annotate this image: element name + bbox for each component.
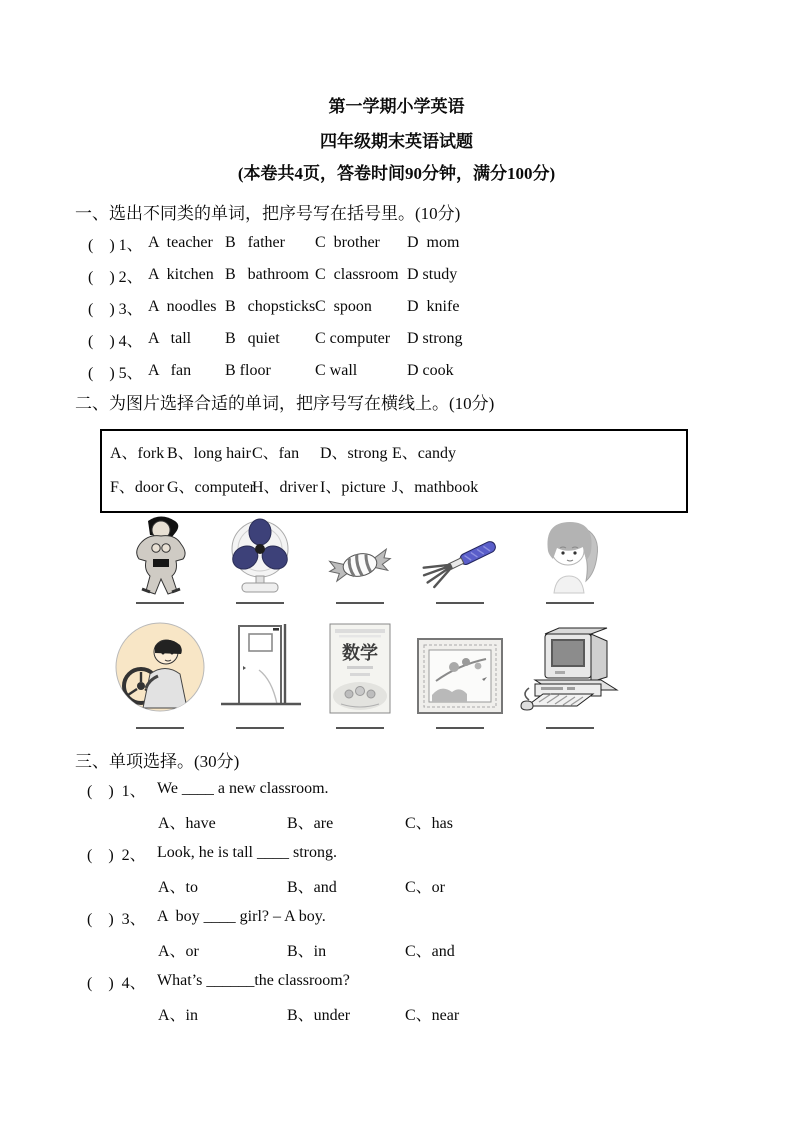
question-stem: What’s ______the classroom? bbox=[157, 972, 350, 989]
section3-heading: 三、单项选择。(30分) bbox=[75, 752, 240, 771]
word-bank-row1 bbox=[110, 437, 686, 471]
answer-paren: ( ) 3、 bbox=[88, 300, 143, 318]
s3-question bbox=[0, 773, 793, 837]
option-b: B、are bbox=[287, 814, 334, 832]
picture-item bbox=[520, 620, 620, 729]
option-b: B chopsticks bbox=[225, 298, 316, 315]
exam-title-line3: (本卷共4页，答卷时间90分钟，满分100分) bbox=[237, 164, 556, 183]
word-bank-row2 bbox=[110, 471, 686, 505]
option-b: B、and bbox=[287, 878, 337, 896]
answer-paren: ( ) 4、 bbox=[87, 974, 146, 992]
option-a: A fan bbox=[148, 362, 192, 379]
candy-image bbox=[320, 535, 400, 595]
s1-question-row bbox=[88, 355, 793, 387]
picture-frame-image bbox=[416, 637, 504, 715]
strong-man-image bbox=[120, 515, 200, 595]
answer-paren: ( ) 5、 bbox=[88, 364, 143, 382]
answer-blank bbox=[336, 602, 384, 604]
s3-question bbox=[0, 965, 793, 1029]
s3-question bbox=[0, 901, 793, 965]
answer-paren: ( ) 1、 bbox=[87, 782, 146, 800]
question-stem: We ____ a new classroom. bbox=[157, 780, 329, 797]
option-a: A、in bbox=[158, 1006, 199, 1024]
question-stem: Look, he is tall ____ strong. bbox=[157, 844, 337, 861]
answer-blank bbox=[336, 727, 384, 729]
picture-item bbox=[210, 515, 310, 604]
picture-item bbox=[110, 620, 210, 729]
answer-paren: ( ) 2、 bbox=[88, 268, 143, 286]
answer-paren: ( ) 4、 bbox=[88, 332, 143, 350]
picture-item bbox=[410, 515, 510, 604]
option-c: C computer bbox=[315, 330, 391, 347]
picture-item bbox=[520, 515, 620, 604]
option-b: B、in bbox=[287, 942, 327, 960]
word-item: F、door bbox=[110, 479, 165, 496]
word-item: I、picture bbox=[320, 479, 386, 496]
answer-paren: ( ) 3、 bbox=[87, 910, 146, 928]
electric-fan-image bbox=[220, 515, 300, 595]
picture-item bbox=[310, 515, 410, 604]
girl-long-hair-image bbox=[530, 515, 610, 595]
mathbook-image bbox=[327, 622, 393, 715]
option-c: C brother bbox=[315, 234, 380, 251]
section1-heading: 一、选出不同类的单词，把序号写在括号里。(10分) bbox=[75, 204, 461, 223]
option-a: A tall bbox=[148, 330, 192, 347]
pictures-row2 bbox=[110, 620, 793, 729]
word-item: H、driver bbox=[252, 479, 318, 496]
option-c: C、or bbox=[405, 878, 446, 896]
option-b: B quiet bbox=[225, 330, 280, 347]
answer-blank bbox=[436, 602, 484, 604]
question-stem: A boy ____ girl? – A boy. bbox=[157, 908, 326, 925]
word-item: G、computer bbox=[167, 479, 255, 496]
word-item: E、candy bbox=[392, 445, 456, 462]
answer-blank bbox=[546, 602, 594, 604]
option-d: D knife bbox=[407, 298, 460, 315]
s1-question-row bbox=[88, 291, 793, 323]
option-c: C wall bbox=[315, 362, 358, 379]
answer-blank bbox=[546, 727, 594, 729]
option-a: A teacher bbox=[148, 234, 213, 251]
option-d: D strong bbox=[407, 330, 463, 347]
option-d: D cook bbox=[407, 362, 454, 379]
s1-question-row bbox=[88, 227, 793, 259]
s3-question bbox=[0, 837, 793, 901]
word-item: J、mathbook bbox=[392, 479, 479, 496]
word-bank-box bbox=[100, 429, 688, 513]
option-b: B father bbox=[225, 234, 285, 251]
pictures-row1 bbox=[110, 515, 793, 604]
section1-questions bbox=[0, 227, 793, 387]
option-a: A、have bbox=[158, 814, 216, 832]
driver-image bbox=[113, 620, 208, 715]
option-a: A kitchen bbox=[148, 266, 214, 283]
picture-item bbox=[110, 515, 210, 604]
s1-question-row bbox=[88, 323, 793, 355]
computer-image bbox=[515, 622, 625, 715]
option-a: A、or bbox=[158, 942, 199, 960]
door-image bbox=[215, 620, 305, 715]
mathbook-title-text: 数学 bbox=[342, 643, 378, 663]
option-c: C classroom bbox=[315, 266, 399, 283]
option-b: B bathroom bbox=[225, 266, 309, 283]
option-a: A noodles bbox=[148, 298, 217, 315]
answer-paren: ( ) 2、 bbox=[87, 846, 146, 864]
picture-item bbox=[310, 620, 410, 729]
answer-blank bbox=[236, 727, 284, 729]
answer-paren: ( ) 1、 bbox=[88, 236, 143, 254]
word-item: C、fan bbox=[252, 445, 300, 462]
section2-heading: 二、为图片选择合适的单词，把序号写在横线上。(10分) bbox=[75, 394, 495, 413]
option-d: D mom bbox=[407, 234, 460, 251]
answer-blank bbox=[236, 602, 284, 604]
answer-blank bbox=[136, 727, 184, 729]
fork-image bbox=[416, 525, 504, 595]
option-a: A、to bbox=[158, 878, 199, 896]
option-c: C、near bbox=[405, 1006, 460, 1024]
word-item: D、strong bbox=[320, 445, 388, 462]
word-item: B、long hair bbox=[167, 445, 251, 462]
section3-questions bbox=[0, 773, 793, 1029]
option-c: C、and bbox=[405, 942, 455, 960]
answer-blank bbox=[436, 727, 484, 729]
title-block bbox=[0, 0, 793, 183]
option-d: D study bbox=[407, 266, 458, 283]
option-b: B、under bbox=[287, 1006, 351, 1024]
picture-item bbox=[210, 620, 310, 729]
s1-question-row bbox=[88, 259, 793, 291]
exam-title-line1: 第一学期小学英语 bbox=[328, 97, 465, 116]
option-c: C、has bbox=[405, 814, 454, 832]
option-b: B floor bbox=[225, 362, 271, 379]
picture-item bbox=[410, 620, 510, 729]
exam-title-line2: 四年级期末英语试题 bbox=[320, 132, 473, 151]
word-item: A、fork bbox=[110, 445, 165, 462]
answer-blank bbox=[136, 602, 184, 604]
option-c: C spoon bbox=[315, 298, 372, 315]
